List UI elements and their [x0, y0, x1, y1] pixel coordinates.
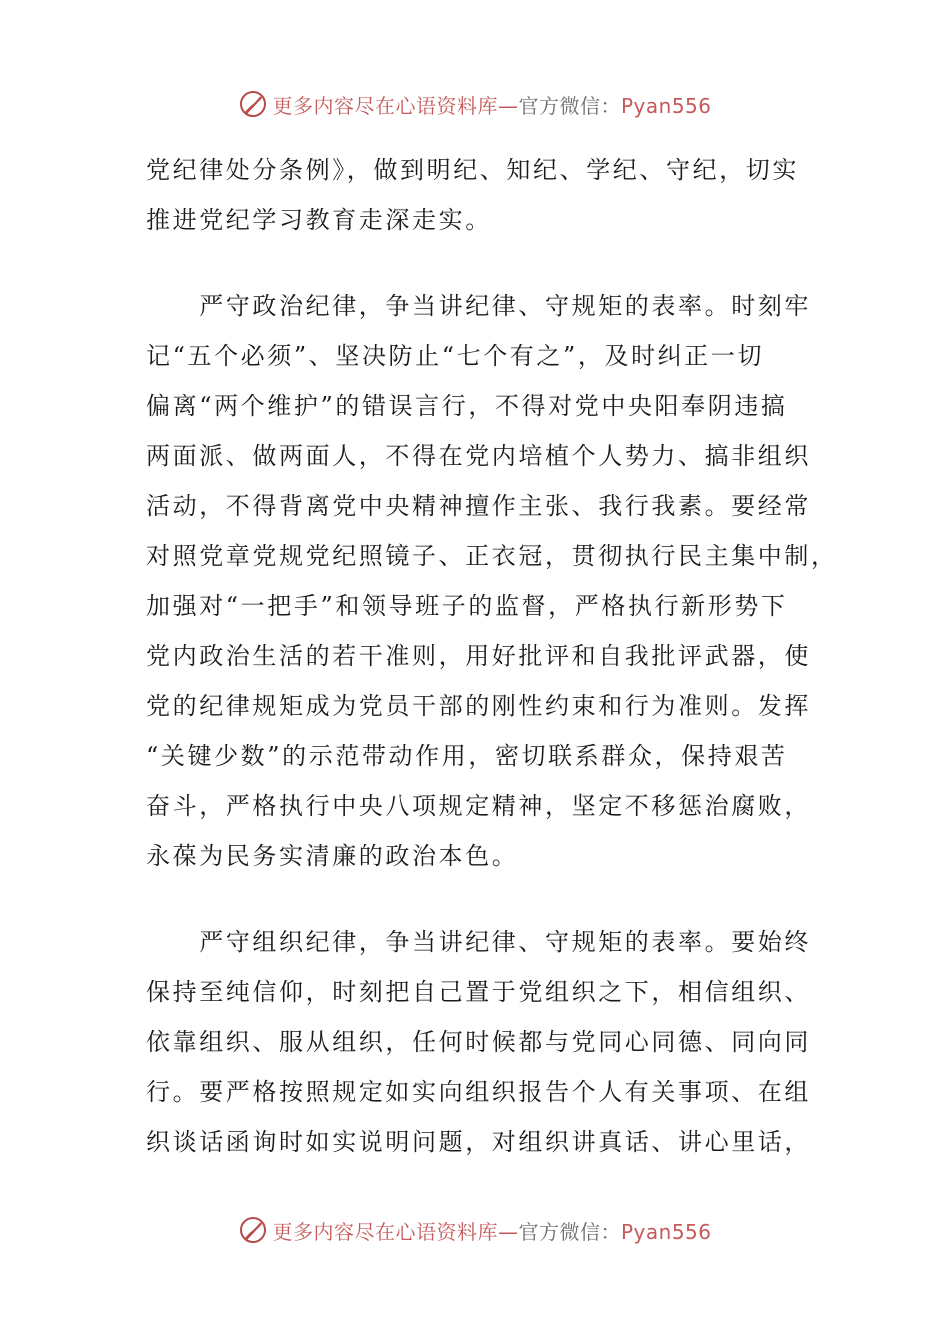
- paragraph-2: [146, 281, 838, 881]
- header-site-text: 更多内容尽在心语资料库—: [272, 93, 519, 118]
- footer-wechat-label: 官方微信：: [518, 1219, 621, 1244]
- text-line: 织谈话函询时如实说明问题，对组织讲真话、讲心里话，: [146, 1128, 811, 1156]
- header-wechat-label: 官方微信：: [518, 93, 621, 118]
- text-line: 两面派、做两面人，不得在党内培植个人势力、搞非组织: [146, 442, 811, 470]
- text-line: 严守政治纪律，争当讲纪律、守规矩的表率。时刻牢: [146, 292, 811, 320]
- text-line: 党内政治生活的若干准则，用好批评和自我批评武器，使: [146, 642, 811, 670]
- quill-logo-icon: [238, 1215, 268, 1245]
- text-line: 记“五个必须”、坚决防止“七个有之”，及时纠正一切: [146, 342, 765, 370]
- footer-site-text: 更多内容尽在心语资料库—: [272, 1219, 519, 1244]
- text-line: 加强对“一把手”和领导班子的监督，严格执行新形势下: [146, 592, 788, 620]
- paragraph-3: [146, 917, 811, 1167]
- text-line: 依靠组织、服从组织，任何时候都与党同心同德、同向同: [146, 1028, 811, 1056]
- quill-logo-icon: [238, 89, 268, 119]
- text-line: “关键少数”的示范带动作用，密切联系群众，保持艰苦: [146, 742, 788, 770]
- footer-banner: [0, 1210, 950, 1250]
- header-banner: [0, 84, 950, 124]
- text-line: 严守组织纪律，争当讲纪律、守规矩的表率。要始终: [146, 928, 811, 956]
- text-line: 活动，不得背离党中央精神擅作主张、我行我素。要经常: [146, 492, 811, 520]
- paragraph-1: [146, 145, 806, 245]
- document-body: [146, 145, 838, 1167]
- footer-wechat-id: Pyan556: [620, 1219, 712, 1244]
- text-line: 对照党章党规党纪照镜子、正衣冠，贯彻执行民主集中制，: [146, 542, 838, 570]
- footer-banner-text: [272, 1216, 711, 1245]
- text-line: 推进党纪学习教育走深走实。: [146, 206, 492, 234]
- text-line: 永葆为民务实清廉的政治本色。: [146, 842, 519, 870]
- paragraph-gap: [146, 245, 806, 281]
- header-banner-text: [272, 90, 711, 119]
- text-line: 党的纪律规矩成为党员干部的刚性约束和行为准则。发挥: [146, 692, 811, 720]
- header-wechat-id: Pyan556: [620, 93, 712, 118]
- text-line: 保持至纯信仰，时刻把自己置于党组织之下，相信组织、: [146, 978, 811, 1006]
- paragraph-gap: [146, 881, 806, 917]
- text-line: 偏离“两个维护”的错误言行，不得对党中央阳奉阴违搞: [146, 392, 788, 420]
- text-line: 奋斗，严格执行中央八项规定精神，坚定不移惩治腐败，: [146, 792, 811, 820]
- text-line: 行。要严格按照规定如实向组织报告个人有关事项、在组: [146, 1078, 811, 1106]
- text-line: 党纪律处分条例》，做到明纪、知纪、学纪、守纪，切实: [146, 156, 799, 184]
